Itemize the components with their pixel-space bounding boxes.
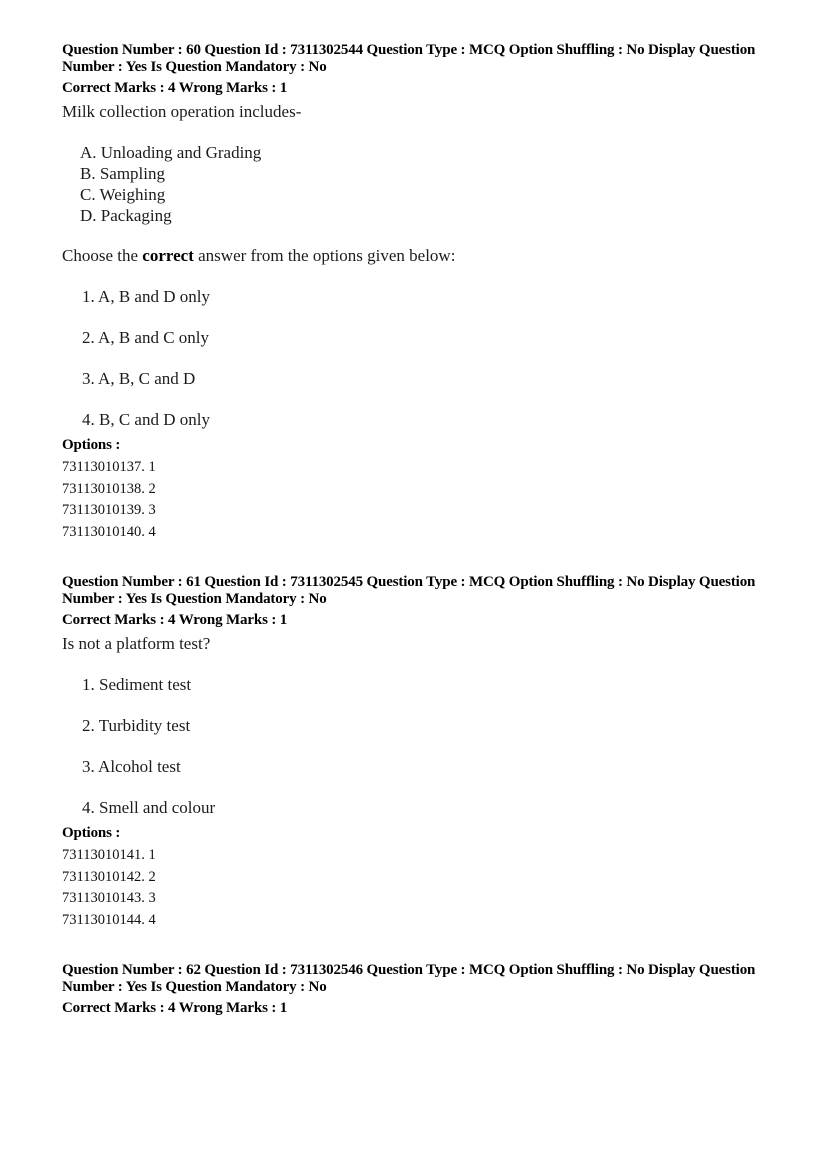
option-id-list <box>62 457 764 543</box>
option-id: 73113010144. 4 <box>62 911 156 928</box>
statement-item: B. Sampling <box>80 164 166 183</box>
question-meta-line: Number : Yes Is Question Mandatory : No <box>62 979 327 995</box>
answer-option-list <box>62 675 764 818</box>
question-meta-line: Question Number : 61 Question Id : 7311302545 Question Type : MCQ Option Shuffling : No Display Question <box>62 574 756 590</box>
question-marks: Correct Marks : 4 Wrong Marks : 1 <box>62 1000 288 1016</box>
option-id: 73113010138. 2 <box>62 480 156 497</box>
answer-option: 1. Sediment test <box>82 675 192 694</box>
options-label: Options : <box>62 825 121 841</box>
question-text: Is not a platform test? <box>62 634 211 653</box>
answer-option: 2. A, B and C only <box>82 328 210 347</box>
question-text: Milk collection operation includes- <box>62 102 302 121</box>
question-meta <box>62 962 764 996</box>
answer-option: 3. A, B, C and D <box>82 369 196 388</box>
question-meta <box>62 574 764 608</box>
answer-option: 1. A, B and D only <box>82 287 210 306</box>
question-block-62 <box>62 962 764 1017</box>
option-id: 73113010142. 2 <box>62 868 156 885</box>
answer-option-list <box>62 287 764 430</box>
choose-instruction <box>62 246 764 266</box>
choose-suffix: answer from the options given below: <box>193 246 456 265</box>
answer-option: 4. Smell and colour <box>82 798 216 817</box>
choose-bold-word: correct <box>142 246 194 265</box>
question-meta-line: Number : Yes Is Question Mandatory : No <box>62 591 327 607</box>
statement-item: D. Packaging <box>80 206 172 225</box>
question-block-61 <box>62 574 764 931</box>
answer-option: 2. Turbidity test <box>82 716 191 735</box>
answer-option: 4. B, C and D only <box>82 410 210 429</box>
question-meta <box>62 42 764 76</box>
option-id-list <box>62 845 764 931</box>
question-marks: Correct Marks : 4 Wrong Marks : 1 <box>62 612 288 628</box>
statement-item: C. Weighing <box>80 185 166 204</box>
choose-prefix: Choose the <box>62 246 143 265</box>
statement-list <box>80 142 764 226</box>
option-id: 73113010137. 1 <box>62 459 156 475</box>
option-id: 73113010139. 3 <box>62 502 156 518</box>
option-id: 73113010140. 4 <box>62 523 156 540</box>
question-marks: Correct Marks : 4 Wrong Marks : 1 <box>62 80 288 96</box>
answer-option: 3. Alcohol test <box>82 757 181 776</box>
option-id: 73113010143. 3 <box>62 890 156 906</box>
question-meta-line: Question Number : 62 Question Id : 7311302546 Question Type : MCQ Option Shuffling : No Display Question <box>62 962 756 978</box>
options-label: Options : <box>62 437 121 453</box>
option-id: 73113010141. 1 <box>62 847 156 863</box>
question-block-60 <box>62 42 764 543</box>
question-meta-line: Question Number : 60 Question Id : 7311302544 Question Type : MCQ Option Shuffling : No Display Question <box>62 42 756 58</box>
statement-item: A. Unloading and Grading <box>80 143 262 162</box>
question-meta-line: Number : Yes Is Question Mandatory : No <box>62 59 327 75</box>
